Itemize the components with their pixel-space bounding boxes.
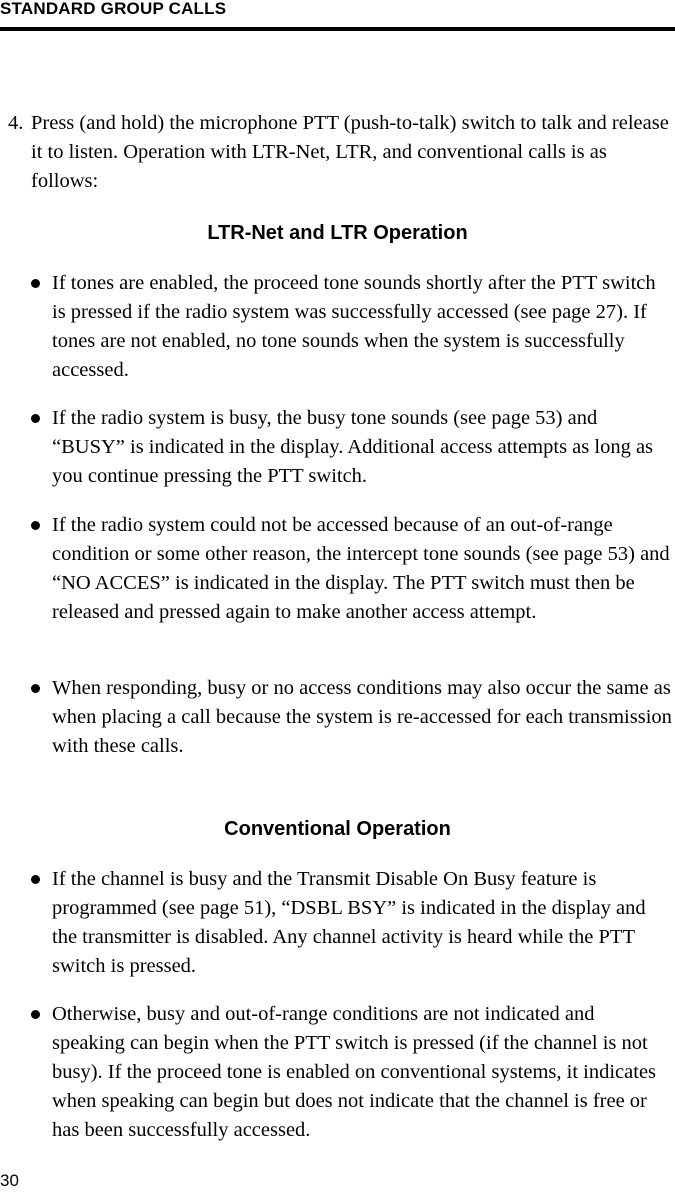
bullet-icon bbox=[31, 521, 40, 530]
section-heading-conventional: Conventional Operation bbox=[224, 818, 451, 840]
bullet-icon bbox=[31, 1010, 40, 1019]
bullet-icon bbox=[31, 875, 40, 884]
bullet-conv-channel-busy bbox=[31, 865, 672, 981]
bullet-ltr-no-access bbox=[31, 511, 672, 627]
bullet-text: If the radio system is busy, the busy tone sounds (see page 53) and “BUSY” is indicated in the display. Additional access attempts as long as you continue pressing the PTT switch. bbox=[52, 407, 654, 487]
step-4 bbox=[8, 109, 672, 196]
bullet-icon bbox=[31, 279, 40, 288]
bullet-ltr-responding bbox=[31, 674, 672, 761]
bullet-ltr-proceed-tone bbox=[31, 269, 672, 385]
bullet-text: If the channel is busy and the Transmit Disable On Busy feature is programmed (see page 51), “DSBL BSY” is indicated in the display and the transmitter is disabled. Any channel activity is heard while the PTT switch is pressed. bbox=[52, 868, 646, 977]
bullet-text: Otherwise, busy and out-of-range conditions are not indicated and speaking can begin when the PTT switch is pressed (if the channel is not busy). If the proceed tone is enabled on conventional systems, it indicates when speaking can begin but does not indicate that the channel is free or has been successfully accessed. bbox=[52, 1003, 657, 1141]
bullet-text: When responding, busy or no access conditions may also occur the same as when placing a call because the system is re-accessed for each transmission with these calls. bbox=[52, 677, 672, 757]
section-heading-ltr: LTR-Net and LTR Operation bbox=[207, 222, 468, 244]
step-number: 4. bbox=[8, 112, 24, 134]
header-title: STANDARD GROUP CALLS bbox=[0, 0, 227, 18]
bullet-icon bbox=[31, 684, 40, 693]
page-header bbox=[0, 0, 675, 32]
header-rule bbox=[0, 27, 675, 31]
bullet-icon bbox=[31, 414, 40, 423]
bullet-text: If tones are enabled, the proceed tone sounds shortly after the PTT switch is pressed if the radio system was successfully accessed (see page 27). If tones are not enabled, no tone sounds when the system is successfully accessed. bbox=[52, 272, 656, 381]
step-text: Press (and hold) the microphone PTT (push-to-talk) switch to talk and release it to listen. Operation with LTR-Net, LTR, and conventional calls is as follows: bbox=[31, 112, 669, 192]
bullet-conv-otherwise bbox=[31, 1000, 672, 1145]
page-number: 30 bbox=[0, 1171, 19, 1190]
bullet-ltr-busy bbox=[31, 404, 672, 491]
bullet-text: If the radio system could not be accessed because of an out-of-range condition or some other reason, the intercept tone sounds (see page 53) and “NO ACCES” is indicated in the display. The PTT switch must then be released and pressed again to make another access attempt. bbox=[52, 514, 670, 623]
